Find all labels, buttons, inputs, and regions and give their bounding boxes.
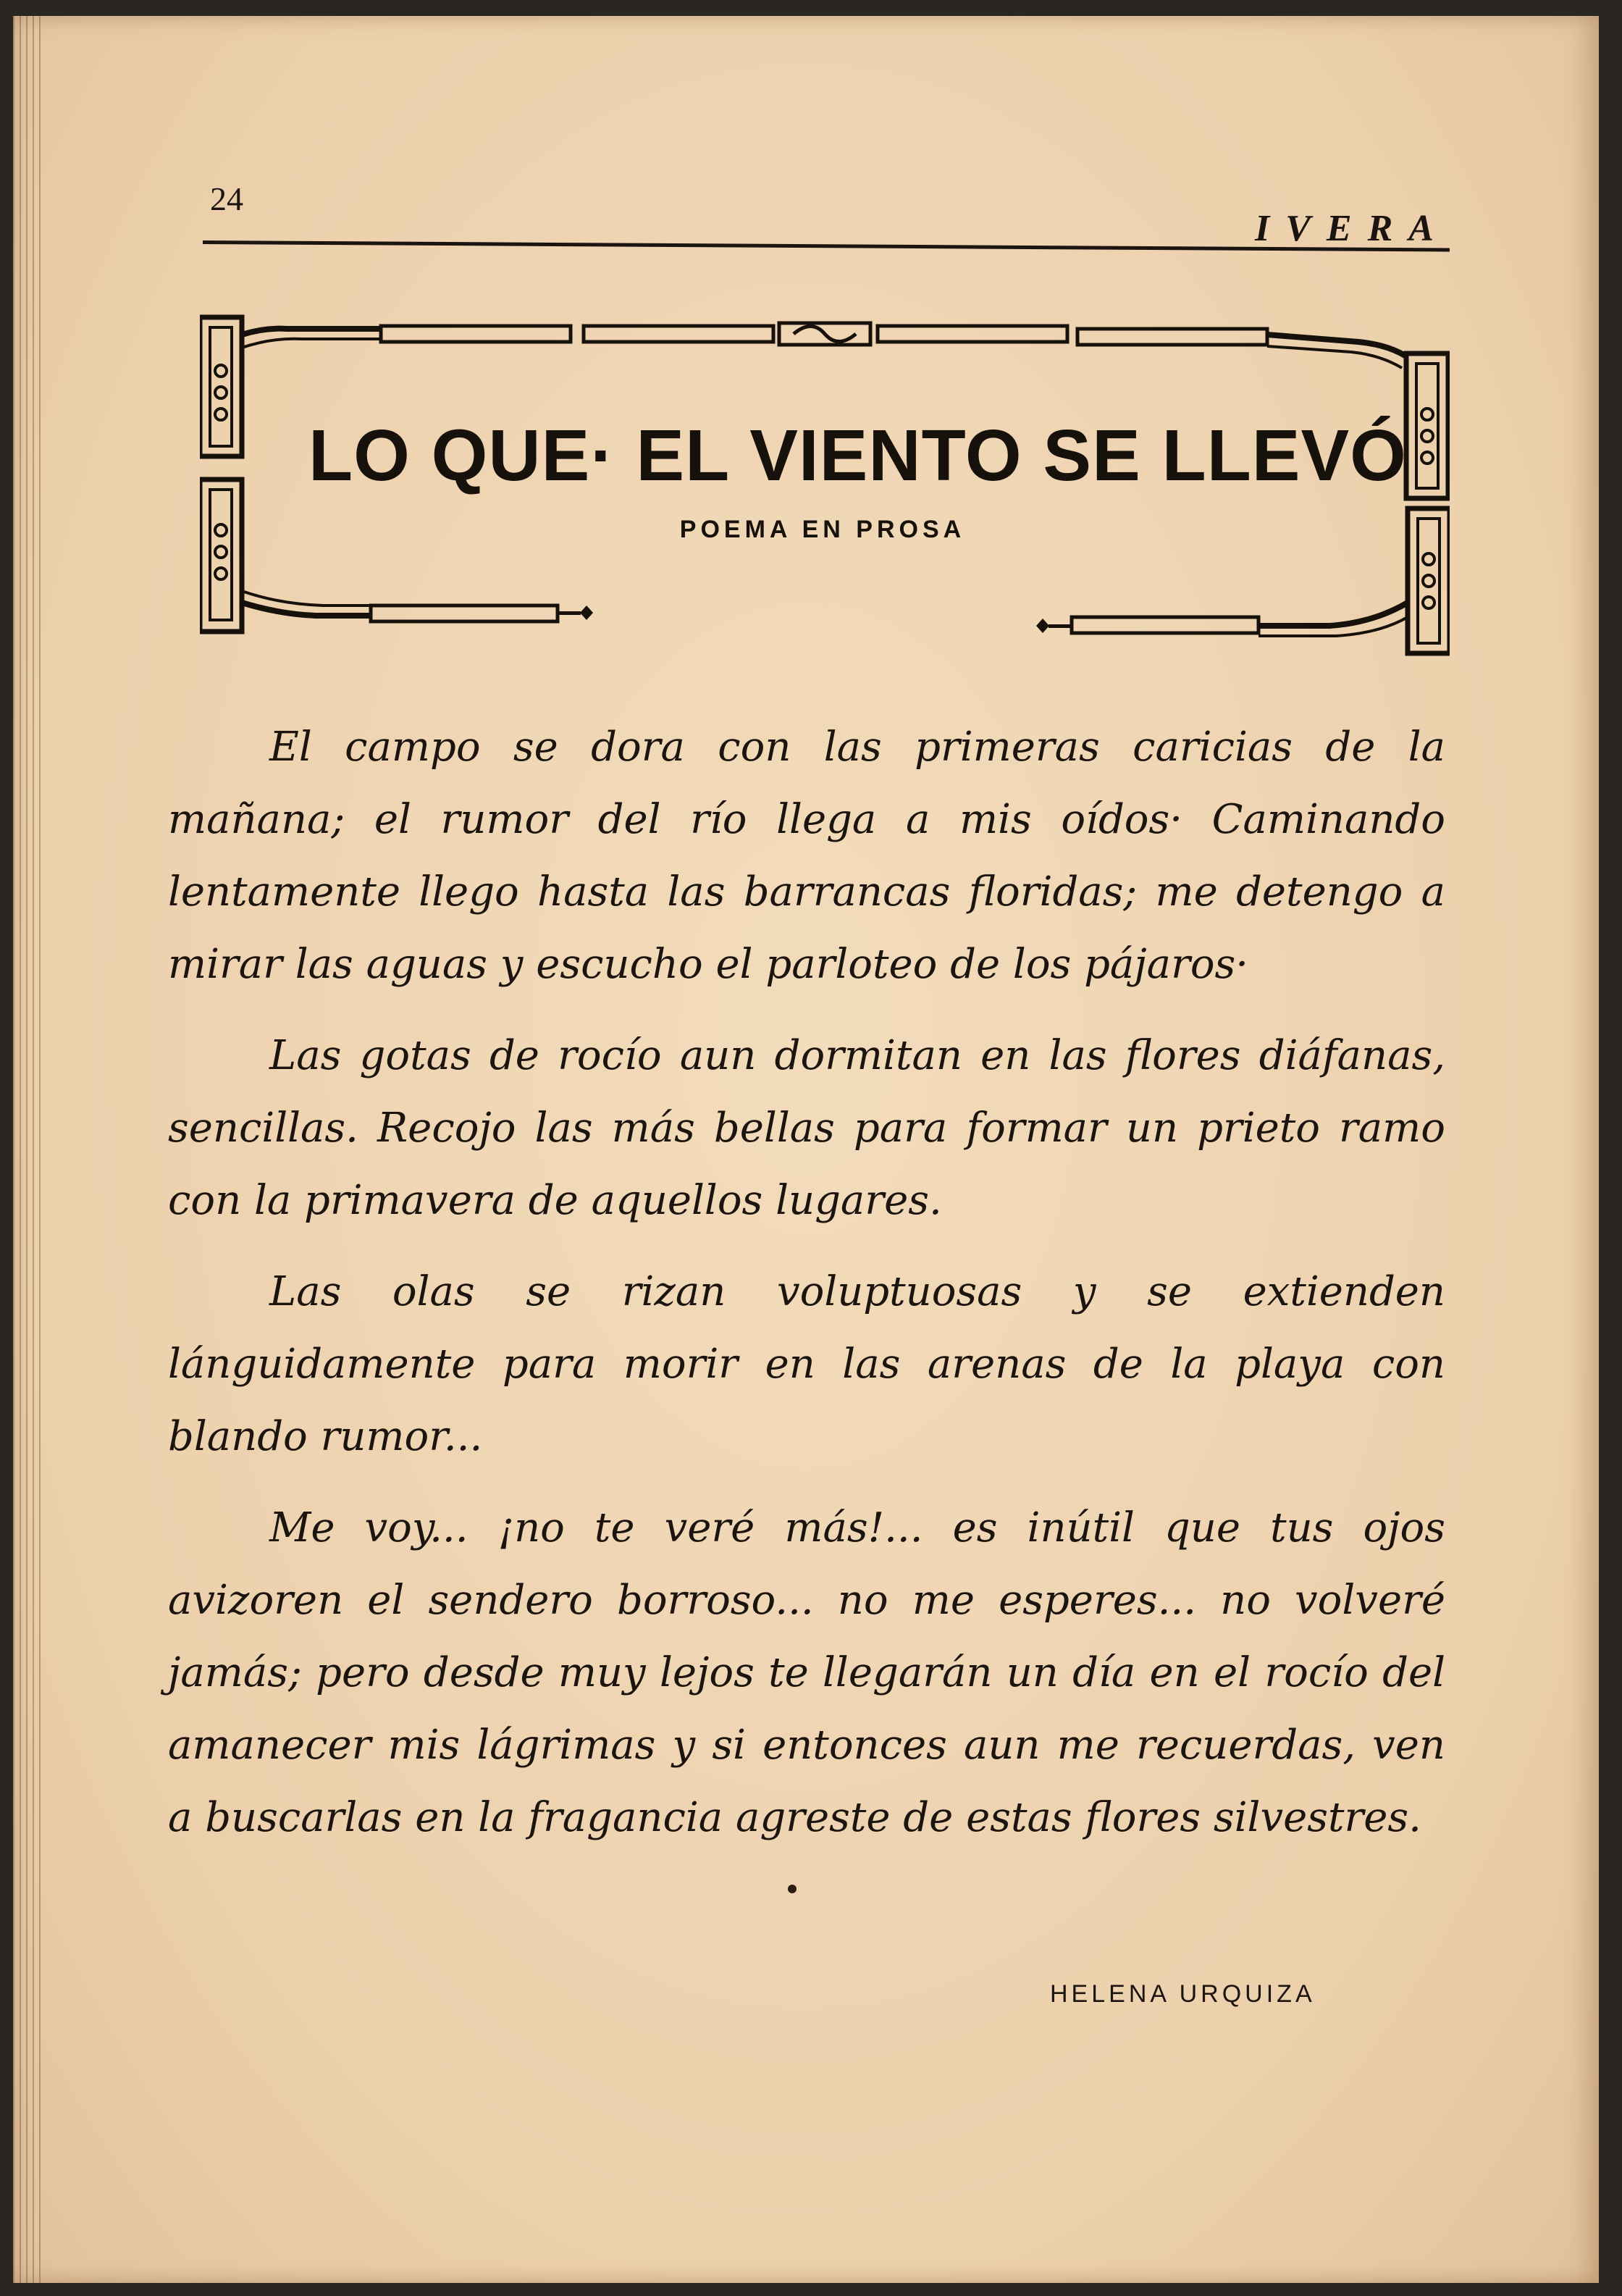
poem-body xyxy=(168,711,1445,1873)
ink-speck xyxy=(788,1885,797,1893)
paragraph: El campo se dora con las primeras caricias de la mañana; el rumor del río llega a mis oídos· Caminando lentamente llego hasta las barrancas floridas; me detengo a mirar las aguas y escucho el parloteo de los pájaros· xyxy=(168,724,1445,988)
article-subtitle: POEMA EN PROSA xyxy=(679,516,966,543)
book-page xyxy=(13,16,1599,2283)
running-head: IVERA xyxy=(1255,208,1450,249)
paragraph: Me voy... ¡no te veré más!... es inútil que tus ojos avizoren el sendero borroso... no me esperes... no volveré jamás; pero desde muy lejos te llegarán un día en el rocío del amanecer mis lágrimas y si entonces aun me recuerdas, ven a buscarlas en la fragancia agreste de estas flores silvestres. xyxy=(168,1504,1445,1841)
paragraph: Las olas se rizan voluptuosas y se extienden lánguidamente para morir en las arenas de la playa con blando rumor... xyxy=(168,1268,1445,1460)
paragraph: Las gotas de rocío aun dormitan en las flores diáfanas, sencillas. Recojo las más bellas para formar un prieto ramo con la primavera de aquellos lugares. xyxy=(168,1032,1445,1224)
author-signature: HELENA URQUIZA xyxy=(1050,1980,1316,2008)
article-title: LO QUE· EL VIENTO SE LLEVÓ xyxy=(308,415,1407,496)
title-frame xyxy=(200,313,1450,656)
page-number: 24 xyxy=(210,180,243,217)
page-header xyxy=(203,165,1450,259)
page-edge xyxy=(13,16,42,2283)
